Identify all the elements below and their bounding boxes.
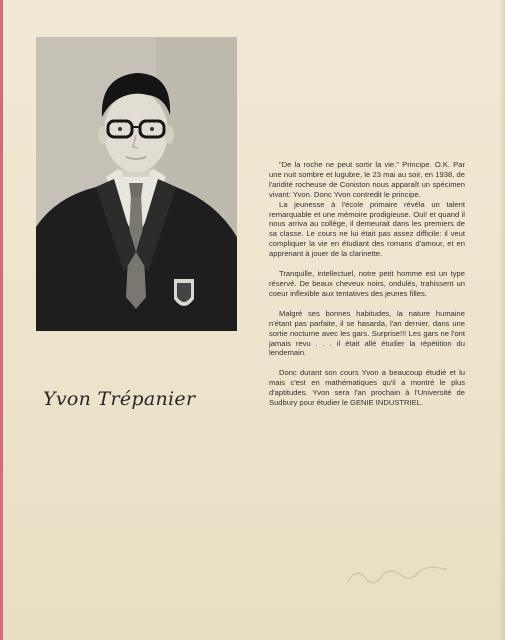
page-edge-shadow xyxy=(499,0,505,640)
student-name: Yvon Trépanier xyxy=(43,388,196,410)
biography-text xyxy=(269,160,465,418)
faded-signature-bleedthrough xyxy=(342,554,464,592)
signature-scribble xyxy=(342,555,454,588)
bio-paragraph-personality: Tranquille, intellectuel, notre petit homme est un type réservé. De beaux cheveux noirs, ondulés, trahissent un coeur inflexible aux tentatives des jeunes filles. xyxy=(269,269,465,298)
portrait-illustration xyxy=(36,37,237,331)
bio-paragraph-anecdote: Malgré ses bonnes habitudes, la nature humaine n'étant pas parfaite, il se hasarda, l'an dernier, dans une sortie nocturne avec les gars. Surprise!!! Les gars ne l'ont jamais revu . . . il était allé étudier la répétition du lendemain. xyxy=(269,308,465,358)
bio-paragraph-school: La jeunesse à l'école primaire révéla un talent remarquable et une mémoire prodigieuse. Oui! et quand il nous arriva au collège, il demeurait dans les premiers de sa classe. Le cours ne lui était pas assez difficile: il veut compliquer la vie en étudiant des romans d'amour, et en apprenant à jouer de la clarinette. xyxy=(269,199,465,259)
student-portrait-photo xyxy=(36,37,237,331)
bio-paragraph-birth: "De la roche ne peut sortir la vie." Principe. O.K. Par une nuit sombre et lugubre, le 23 mai au soir, en 1938, de l'aridité rocheuse de Coniston nous apparaît un spécimen vivant: Yvon. Donc Yvon contredit le principe. xyxy=(269,160,465,199)
bio-paragraph-future: Donc durant son cours Yvon a beaucoup étudié et lu mais c'est en mathématiques qu'il a montré le plus d'aptitudes. Yvon sera l'an prochain à l'Université de Sudbury pour étudier le GENIE INDUSTRIEL. xyxy=(269,368,465,408)
